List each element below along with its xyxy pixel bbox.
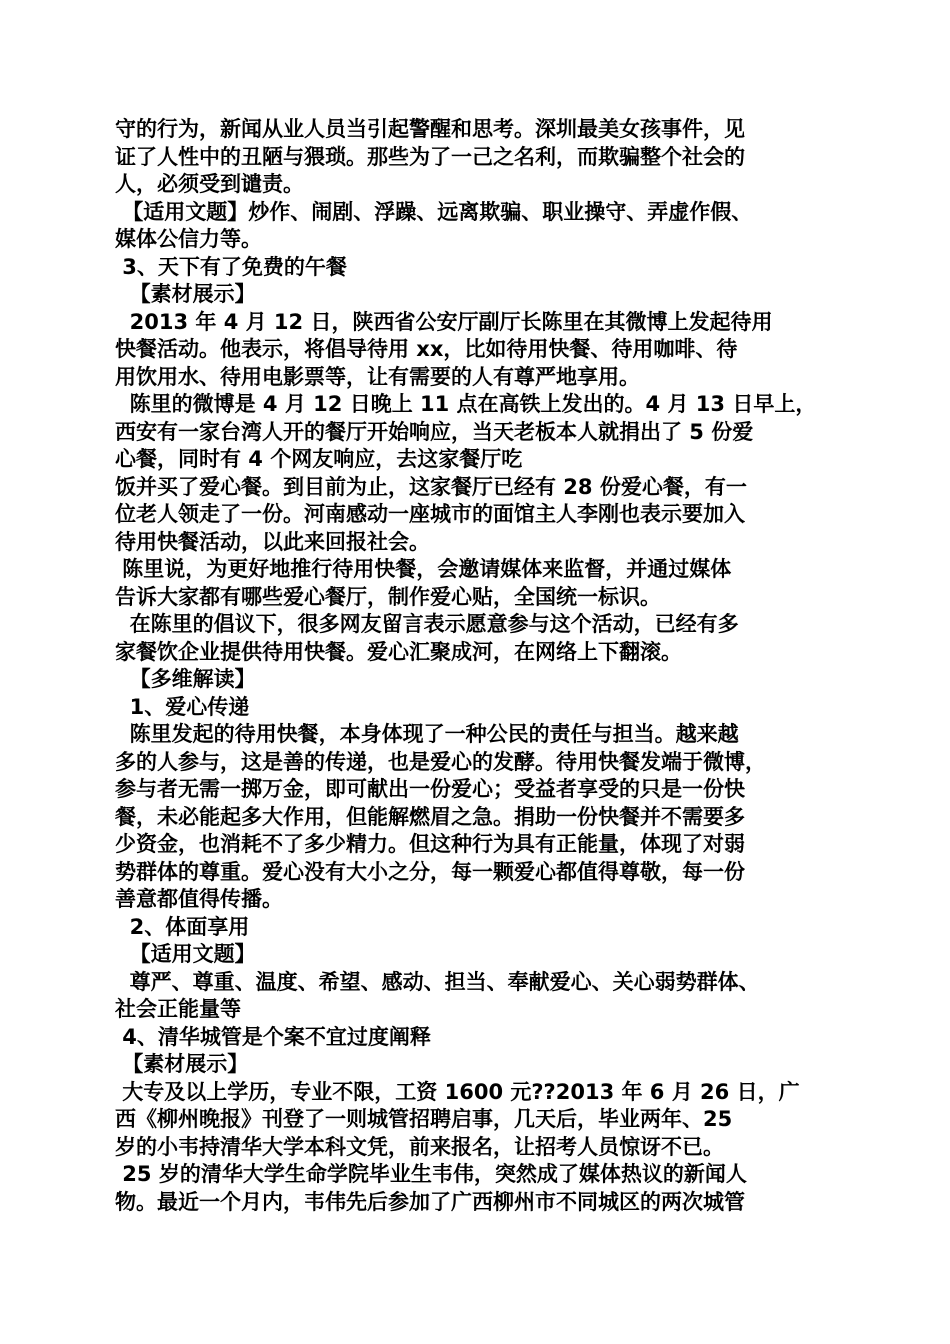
text-line: 势群体的尊重。爱心没有大小之分，每一颗爱心都值得尊敬，每一份	[115, 859, 745, 884]
text-line: 4、清华城管是个案不宜过度阐释	[115, 1024, 431, 1049]
text-line: 西安有一家台湾人开的餐厅开始响应，当天老板本人就捐出了 5 份爱	[115, 419, 754, 444]
text-line: 西《柳州晚报》刊登了一则城管招聘启事，几天后，毕业两年、25	[115, 1107, 733, 1131]
text-line: 陈里说，为更好地推行待用快餐，会邀请媒体来监督，并通过媒体	[115, 557, 732, 581]
text-line: 善意都值得传播。	[115, 887, 283, 911]
text-line: 物。最近一个月内，韦伟先后参加了广西柳州市不同城区的两次城管	[115, 1189, 745, 1214]
text-line: 告诉大家都有哪些爱心餐厅，制作爱心贴，全国统一标识。	[115, 584, 661, 609]
text-line: 心餐，同时有 4 个网友响应，去这家餐厅吃	[115, 447, 523, 471]
text-line: 陈里的微博是 4 月 12 日晚上 11 点在高铁上发出的。4 月 13 日早上，	[115, 392, 817, 416]
text-line: 社会正能量等	[115, 997, 241, 1021]
text-line: 用饮用水、待用电影票等，让有需要的人有尊严地享用。	[115, 364, 640, 389]
text-line: 2、体面享用	[115, 914, 250, 939]
text-line: 证了人性中的丑陋与猥琐。那些为了一己之名利，而欺骗整个社会的	[115, 144, 745, 169]
text-line: 3、天下有了免费的午餐	[115, 254, 347, 279]
body-text	[115, 116, 850, 1216]
text-line: 大专及以上学历，专业不限，工资 1600 元??2013 年 6 月 26 日，广	[115, 1079, 800, 1104]
text-line: 媒体公信力等。	[115, 227, 262, 251]
text-line: 快餐活动。他表示，将倡导待用 xx，比如待用快餐、待用咖啡、待	[115, 337, 738, 361]
text-line: 位老人领走了一份。河南感动一座城市的面馆主人李刚也表示要加入	[115, 502, 745, 526]
text-line: 多的人参与，这是善的传递，也是爱心的发酵。待用快餐发端于微博，	[115, 749, 766, 774]
text-line: 待用快餐活动，以此来回报社会。	[115, 529, 430, 554]
text-line: 1、爱心传递	[115, 694, 250, 719]
text-line: 【适用文题】炒作、闹剧、浮躁、远离欺骗、职业操守、弄虚作假、	[115, 199, 753, 224]
text-line: 饭并买了爱心餐。到目前为止，这家餐厅已经有 28 份爱心餐，有一	[115, 474, 747, 499]
text-line: 岁的小韦持清华大学本科文凭，前来报名，让招考人员惊讶不已。	[115, 1134, 724, 1159]
text-line: 尊严、尊重、温度、希望、感动、担当、奉献爱心、关心弱势群体、	[115, 969, 760, 994]
text-line: 【素材展示】	[115, 282, 256, 306]
text-line: 餐，未必能起多大作用，但能解燃眉之急。捐助一份快餐并不需要多	[115, 804, 745, 829]
text-line: 陈里发起的待用快餐，本身体现了一种公民的责任与担当。越来越	[115, 722, 739, 746]
text-line: 少资金，也消耗不了多少精力。但这种行为具有正能量，体现了对弱	[115, 832, 745, 856]
text-line: 【素材展示】	[115, 1052, 249, 1076]
text-line: 25 岁的清华大学生命学院毕业生韦伟，突然成了媒体热议的新闻人	[115, 1162, 747, 1186]
text-line: 2013 年 4 月 12 日，陕西省公安厅副厅长陈里在其微博上发起待用	[115, 309, 773, 334]
text-line: 人，必须受到谴责。	[115, 172, 304, 196]
text-line: 在陈里的倡议下，很多网友留言表示愿意参与这个活动，已经有多	[115, 612, 739, 636]
text-line: 家餐饮企业提供待用快餐。爱心汇聚成河，在网络上下翻滚。	[115, 639, 682, 664]
text-line: 【适用文题】	[115, 942, 256, 966]
text-line: 守的行为，新闻从业人员当引起警醒和思考。深圳最美女孩事件，见	[115, 117, 745, 141]
text-line: 【多维解读】	[115, 667, 256, 691]
text-line: 参与者无需一掷万金，即可献出一份爱心；受益者享受的只是一份快	[115, 777, 745, 801]
